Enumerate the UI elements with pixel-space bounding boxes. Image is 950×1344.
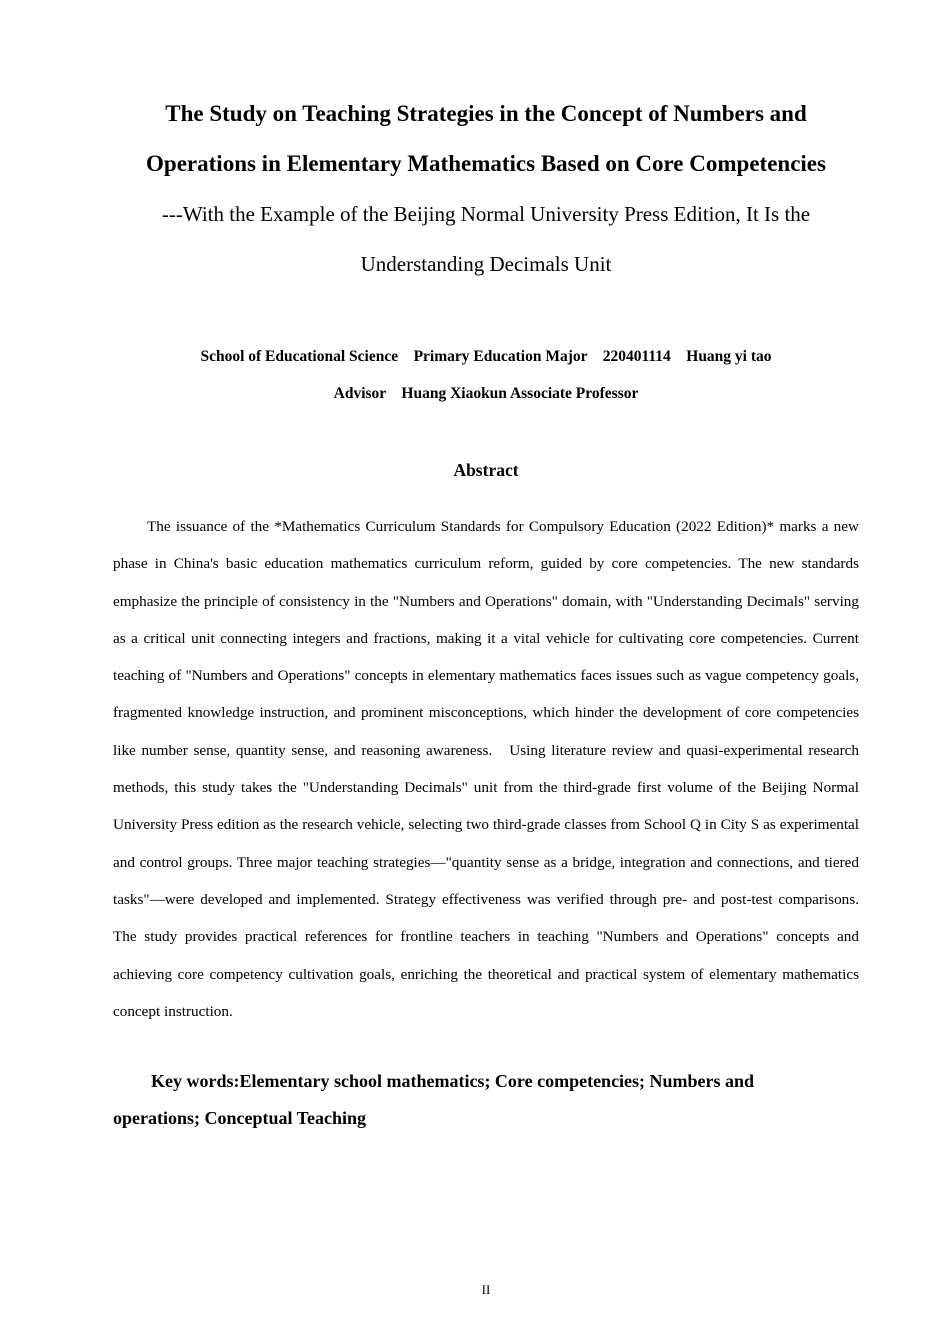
advisor-info: Advisor Huang Xiaokun Associate Professor — [333, 385, 639, 402]
subtitle-line-2: Understanding Decimals Unit — [360, 252, 612, 276]
abstract-body: The issuance of the *Mathematics Curriculum Standards for Compulsory Education (2022 Edition)* marks a new phase in China's basic education mathematics curriculum reform, guided by core competencies. The new standards emphasize the principle of consistency in the "Numbers and Operations" domain, with "Understanding Decimals" serving as a critical unit connecting integers and fractions, making it a vital vehicle for cultivating core competencies. Current teaching of "Numbers and Operations" concepts in elementary mathematics faces issues such as vague competency goals, fragmented knowledge instruction, and prominent misconceptions, which hinder the development of core competencies like number sense, quantity sense, and reasoning awareness. Using literature review and quasi-experimental research methods, this study takes the "Understanding Decimals" unit from the third-grade first volume of the Beijing Normal University Press edition as the research vehicle, selecting two third-grade classes from School Q in City S as experimental and control groups. Three major teaching strategies—"quantity sense as a bridge, integration and connections, and tiered tasks"—were developed and implemented. Strategy effectiveness was verified through pre- and post-test comparisons. The study provides practical references for frontline teachers in teaching "Numbers and Operations" concepts and achieving core competency cultivation goals, enriching the theoretical and practical system of elementary mathematics concept instruction. — [113, 518, 863, 1020]
subtitle-line-1: ---With the Example of the Beijing Normal University Press Edition, It Is the — [161, 202, 811, 226]
page-number: II — [481, 1282, 491, 1297]
abstract-heading: Abstract — [453, 460, 519, 480]
author-info: School of Educational Science Primary Education Major 220401114 Huang yi tao — [200, 348, 772, 365]
title-line-2: Operations in Elementary Mathematics Based on Core Competencies — [146, 151, 826, 176]
title-line-1: The Study on Teaching Strategies in the Concept of Numbers and — [165, 101, 807, 126]
keywords: Key words:Elementary school mathematics; Core competencies; Numbers and operations; Conceptual Teaching — [113, 1071, 755, 1128]
